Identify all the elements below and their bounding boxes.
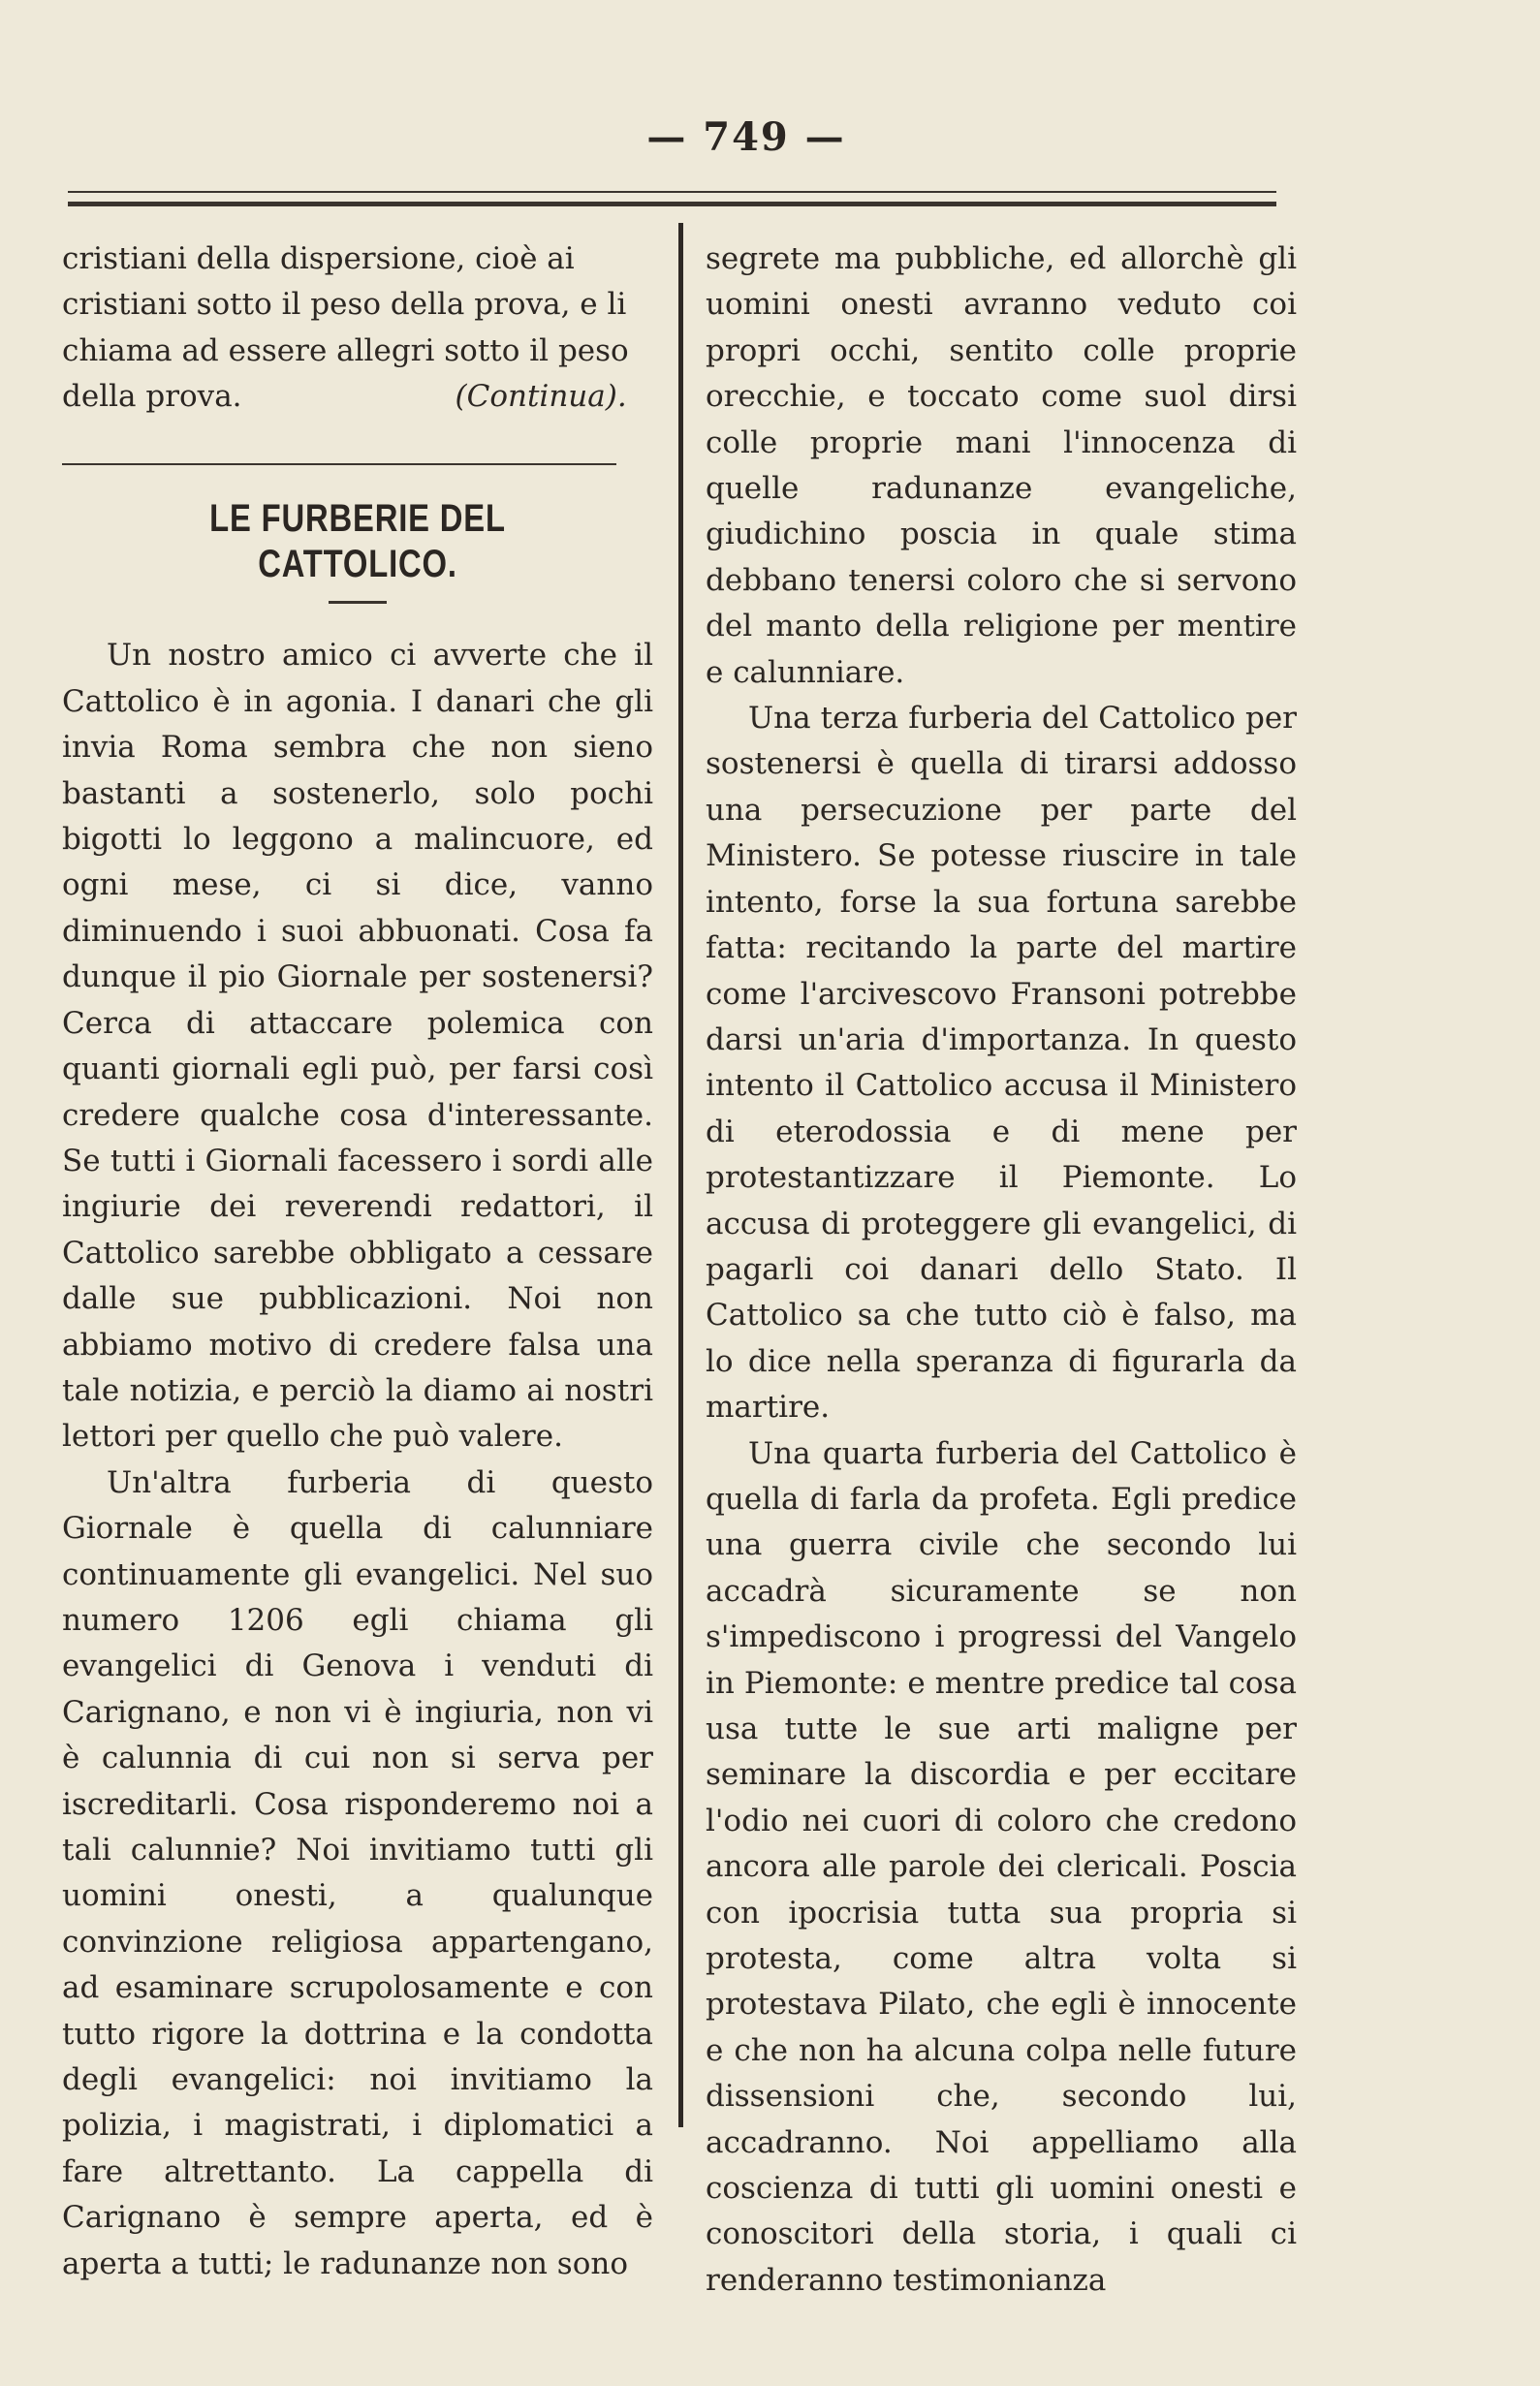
left-column	[62, 236, 653, 2287]
right-column	[706, 236, 1297, 2304]
title-dash	[329, 601, 387, 604]
page-number: — 749 —	[646, 114, 846, 160]
right-paragraph-1: segrete ma pubbliche, ed allorchè gli uomini onesti avranno veduto coi propri occhi, sentito colle proprie orecchie, e toccato come suol dirsi colle proprie mani l'innocenza di quelle radunanze evangeliche, giudichino poscia in quale stima debbano tenersi coloro che si servono del manto della religione per mentire e calunniare.	[706, 241, 1297, 690]
left-paragraph-2: Un'altra furberia di questo Giornale è quella di calunniare continuamente gli evangelici. Nel suo numero 1206 egli chiama gli evangelici di Genova i venduti di Carignano, e non vi è ingiuria, non vi è calunnia di cui non si serva per iscreditarli. Cosa risponderemo noi a tali calunnie? Noi invitiamo tutti gli uomini onesti, a qualunque convinzione religiosa appartengano, ad esaminare scrupolosamente e con tutto rigore la dottrina e la condotta degli evangelici: noi invitiamo la polizia, i magistrati, i diplomatici a fare altrettanto. La cappella di Carignano è sempre aperta, ed è aperta a tutti; le radunanze non sono	[62, 1464, 653, 2281]
continuation-text: cristiani della dispersione, cioè ai cristiani sotto il peso della prova, e li chiama ad essere allegri sotto il peso della prova.	[62, 241, 629, 415]
right-paragraph-2: Una terza furberia del Cattolico per sostenersi è quella di tirarsi addosso una persecuzione per parte del Ministero. Se potesse riuscire in tale intento, forse la sua fortuna sarebbe fatta: recitando la parte del martire come l'arcivescovo Fransoni potrebbe darsi un'aria d'importanza. In questo intento il Cattolico accusa il Ministero di eterodossia e di mene per protestantizzare il Piemonte. Lo accusa di proteggere gli evangelici, di pagarli coi danari dello Stato. Il Cattolico sa che tutto ciò è falso, ma lo dice nella speranza di figurarla da martire.	[706, 701, 1297, 1426]
right-paragraph-3: Una quarta furberia del Cattolico è quella di farla da profeta. Egli predice una guerra civile che secondo lui accadrà sicuramente se non s'impediscono i progressi del Vangelo in Piemonte: e mentre predice tal cosa usa tutte le sue arti maligne per seminare la discordia e per eccitare l'odio nei cuori di coloro che credono ancora alle parole dei clericali. Poscia con ipocrisia tutta sua propria si protesta, come altra volta si protestava Pilato, che egli è innocente e che non ha alcuna colpa nelle future dissensioni che, secondo lui, accadranno. Noi appelliamo alla coscienza di tutti gli uomini onesti e conoscitori della storia, i quali ci renderanno testimonianza	[706, 1435, 1297, 2298]
continua-label: (Continua).	[455, 379, 627, 415]
header-rule	[68, 191, 1276, 206]
section-rule	[62, 463, 616, 465]
article-title: LE FURBERIE DEL CATTOLICO.	[209, 496, 506, 586]
continuation-paragraph	[62, 236, 653, 421]
left-paragraph-1: Un nostro amico ci avverte che il Cattolico è in agonia. I danari che gli invia Roma sembra che non sieno bastanti a sostenerlo, solo pochi bigotti lo leggono a malincuore, ed ogni mese, ci si dice, vanno diminuendo i suoi abbuonati. Cosa fa dunque il pio Giornale per sostenersi? Cerca di attaccare polemica con quanti giornali egli può, per farsi così credere qualche cosa d'interessante. Se tutti i Giornali facessero i sordi alle ingiurie dei reverendi redattori, il Cattolico sarebbe obbligato a cessare dalle sue pubblicazioni. Noi non abbiamo motivo di credere falsa una tale notizia, e perciò la diamo ai nostri lettori per quello che può valere.	[62, 638, 653, 1455]
column-divider	[678, 223, 683, 2127]
